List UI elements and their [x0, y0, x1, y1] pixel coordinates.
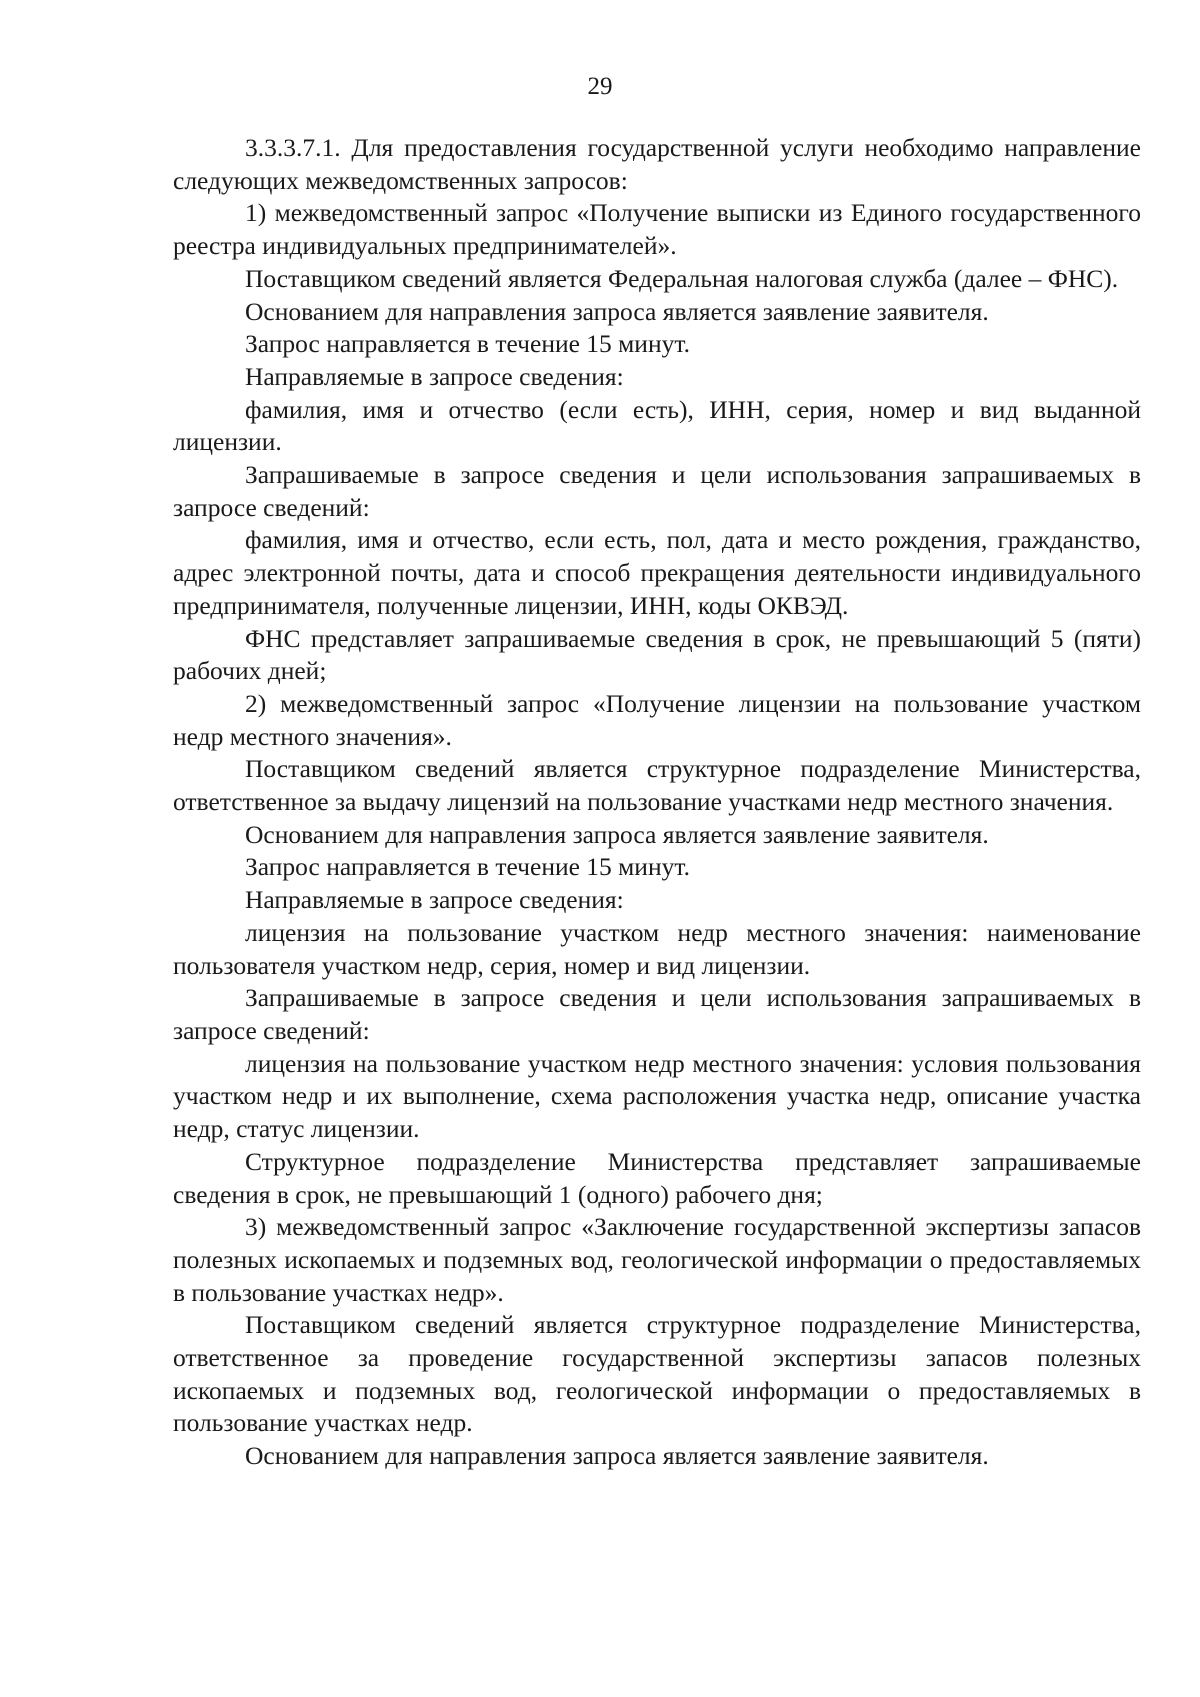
paragraph-request-2-requested-data-heading: Запрашиваемые в запросе сведения и цели использования запрашиваемых в запросе сведений: [173, 983, 1141, 1045]
paragraph-request-1-sent-data-heading: Направляемые в запросе сведения: [245, 361, 624, 391]
paragraph-request-2-sent-data-heading: Направляемые в запросе сведения: [245, 885, 624, 915]
paragraph-request-3-title: 3) межведомственный запрос «Заключение государственной экспертизы запасов полезных ископаемых и подземных вод, геологической информации о предоставляемых в пользование участках недр». [173, 1212, 1141, 1307]
paragraph-request-2-sent-data: лицензия на пользование участком недр местного значения: наименование пользователя участком недр, серия, номер и вид лицензии. [173, 917, 1141, 980]
paragraph-request-1-sent-data: фамилия, имя и отчество (если есть), ИНН, серия, номер и вид выданной лицензии. [173, 394, 1141, 457]
paragraph-request-2-basis: Основанием для направления запроса является заявление заявителя. [245, 819, 989, 849]
paragraph-request-1-deadline: ФНС представляет запрашиваемые сведения в срок, не превышающий 5 (пяти) рабочих дней; [173, 623, 1141, 686]
paragraph-request-2-title: 2) межведомственный запрос «Получение лицензии на пользование участком недр местного значения». [173, 688, 1141, 751]
paragraph-request-1-basis: Основанием для направления запроса является заявление заявителя. [245, 296, 989, 326]
paragraph-request-3-provider: Поставщиком сведений является структурное подразделение Министерства, ответственное за проведение государственной экспертизы запасов полезных ископаемых и подземных вод, геологической информации о предоставляемых в пользование участках недр. [173, 1310, 1141, 1438]
paragraph-request-1-requested-data-heading: Запрашиваемые в запросе сведения и цели использования запрашиваемых в запросе сведений: [173, 460, 1141, 522]
page-number: 29 [587, 73, 613, 100]
paragraph-3-3-3-7-1-intro: 3.3.3.7.1. Для предоставления государственной услуги необходимо направление следующих межведомственных запросов: [173, 133, 1141, 195]
paragraph-request-1-timing: Запрос направляется в течение 15 минут. [245, 329, 690, 359]
paragraph-request-1-title: 1) межведомственный запрос «Получение выписки из Единого государственного реестра индивидуальных предпринимателей». [173, 198, 1141, 261]
paragraph-request-1-provider: Поставщиком сведений является Федеральная налоговая служба (далее – ФНС). [245, 263, 1119, 293]
document-body [173, 132, 1141, 1473]
paragraph-request-2-deadline: Структурное подразделение Министерства представляет запрашиваемые сведения в срок, не превышающий 1 (одного) рабочего дня; [173, 1146, 1141, 1209]
paragraph-request-3-basis: Основанием для направления запроса является заявление заявителя. [245, 1441, 989, 1471]
paragraph-request-2-requested-data: лицензия на пользование участком недр местного значения: условия пользования участком недр и их выполнение, схема расположения участка недр, описание участка недр, статус лицензии. [173, 1048, 1141, 1144]
paragraph-request-1-requested-data: фамилия, имя и отчество, если есть, пол, дата и место рождения, гражданство, адрес электронной почты, дата и способ прекращения деятельности индивидуального предпринимателя, полученные лицензии, ИНН, коды ОКВЭД. [173, 525, 1141, 620]
paragraph-request-2-provider: Поставщиком сведений является структурное подразделение Министерства, ответственное за выдачу лицензий на пользование участками недр местного значения. [173, 754, 1141, 817]
paragraph-request-2-timing: Запрос направляется в течение 15 минут. [245, 852, 690, 882]
